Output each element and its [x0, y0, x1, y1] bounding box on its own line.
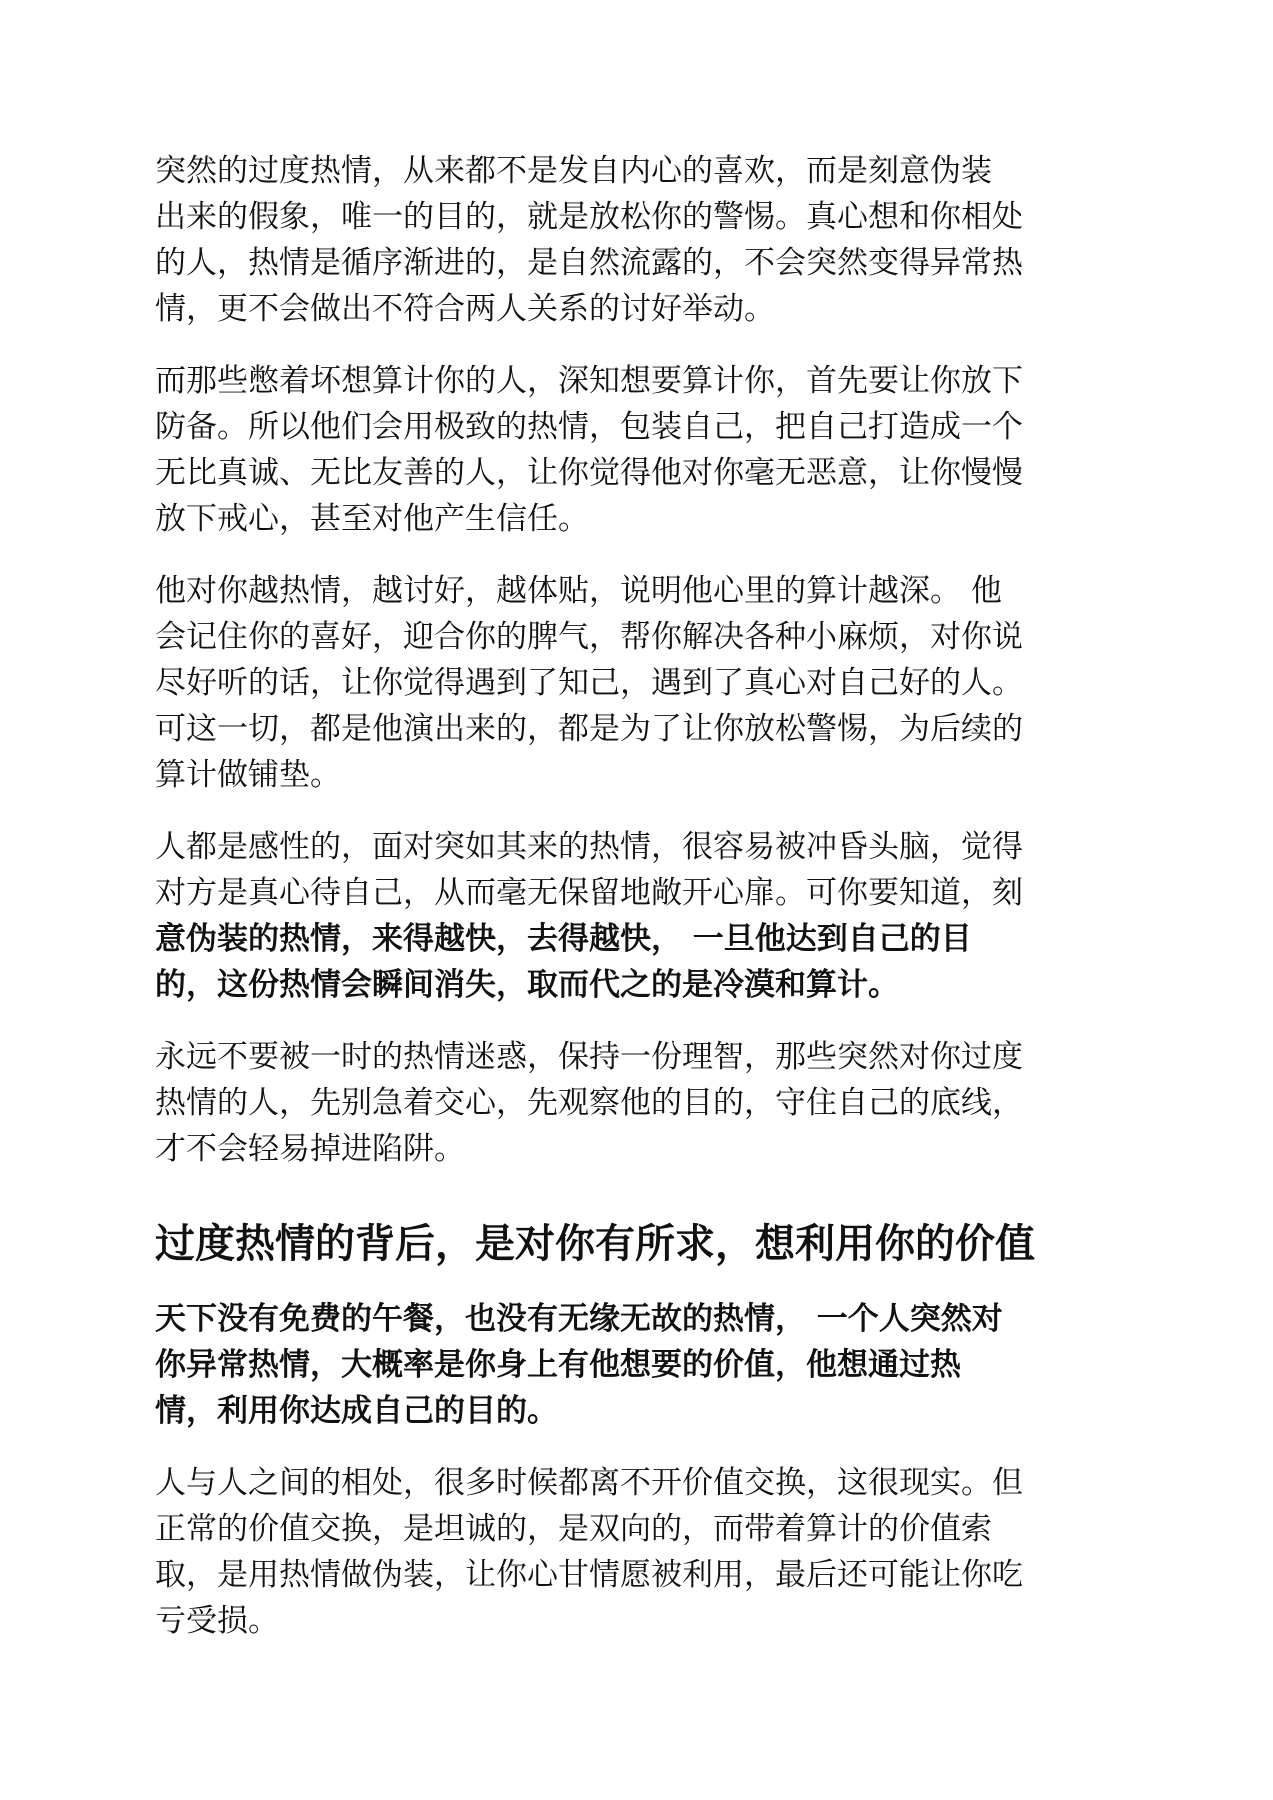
text-line: 会记住你的喜好，迎合你的脾气，帮你解决各种小麻烦，对你说 [155, 619, 1023, 655]
text-line: 永远不要被一时的热情迷惑，保持一份理智，那些突然对你过度 [155, 1039, 1023, 1075]
paragraph-3 [155, 568, 1115, 798]
text-line: 对方是真心待自己，从而毫无保留地敞开心扉。可你要知道，刻 [155, 875, 1023, 911]
text-line: 算计做铺垫。 [155, 757, 341, 793]
bold-text-line: 天下没有免费的午餐，也没有无缘无故的热情， 一个人突然对 [155, 1301, 1003, 1337]
text-line: 防备。所以他们会用极致的热情，包装自己，把自己打造成一个 [155, 409, 1023, 445]
paragraph-2 [155, 358, 1115, 542]
bold-text-line: 的，这份热情会瞬间消失，取而代之的是冷漠和算计。 [155, 967, 899, 1003]
text-line: 亏受损。 [155, 1603, 279, 1639]
paragraph-5 [155, 1034, 1115, 1172]
text-line: 放下戒心，甚至对他产生信任。 [155, 501, 589, 537]
text-line: 无比真诚、无比友善的人，让你觉得他对你毫无恶意，让你慢慢 [155, 455, 1023, 491]
text-line: 可这一切，都是他演出来的，都是为了让你放松警惕，为后续的 [155, 711, 1023, 747]
paragraph-7 [155, 1460, 1115, 1644]
paragraph-4 [155, 824, 1115, 1008]
text-line: 突然的过度热情，从来都不是发自内心的喜欢，而是刻意伪装 [155, 153, 992, 189]
text-line: 情，更不会做出不符合两人关系的讨好举动。 [155, 291, 775, 327]
text-line: 他对你越热情，越讨好，越体贴，说明他心里的算计越深。 他 [155, 573, 1002, 609]
text-line: 尽好听的话，让你觉得遇到了知己，遇到了真心对自己好的人。 [155, 665, 1023, 701]
bold-text-line: 你异常热情，大概率是你身上有他想要的价值，他想通过热 [155, 1347, 961, 1383]
text-line: 的人，热情是循序渐进的，是自然流露的，不会突然变得异常热 [155, 245, 1023, 281]
bold-text-line: 意伪装的热情，来得越快，去得越快， 一旦他达到自己的目 [155, 921, 972, 957]
text-line: 正常的价值交换，是坦诚的，是双向的，而带着算计的价值索 [155, 1511, 992, 1547]
text-line: 取，是用热情做伪装，让你心甘情愿被利用，最后还可能让你吃 [155, 1557, 1023, 1593]
text-line: 出来的假象，唯一的目的，就是放松你的警惕。真心想和你相处 [155, 199, 1023, 235]
paragraph-6 [155, 1296, 1115, 1434]
text-line: 才不会轻易掉进陷阱。 [155, 1131, 465, 1167]
text-line: 热情的人，先别急着交心，先观察他的目的，守住自己的底线， [155, 1085, 1023, 1121]
bold-text-line: 情，利用你达成自己的目的。 [155, 1393, 558, 1429]
text-line: 而那些憋着坏想算计你的人，深知想要算计你，首先要让你放下 [155, 363, 1023, 399]
paragraph-1 [155, 148, 1115, 332]
document-page [155, 148, 1115, 1670]
text-line: 人都是感性的，面对突如其来的热情，很容易被冲昏头脑，觉得 [155, 829, 1023, 865]
section-heading: 过度热情的背后，是对你有所求，想利用你的价值 [155, 1221, 1035, 1267]
text-line: 人与人之间的相处，很多时候都离不开价值交换，这很现实。但 [155, 1465, 1023, 1501]
